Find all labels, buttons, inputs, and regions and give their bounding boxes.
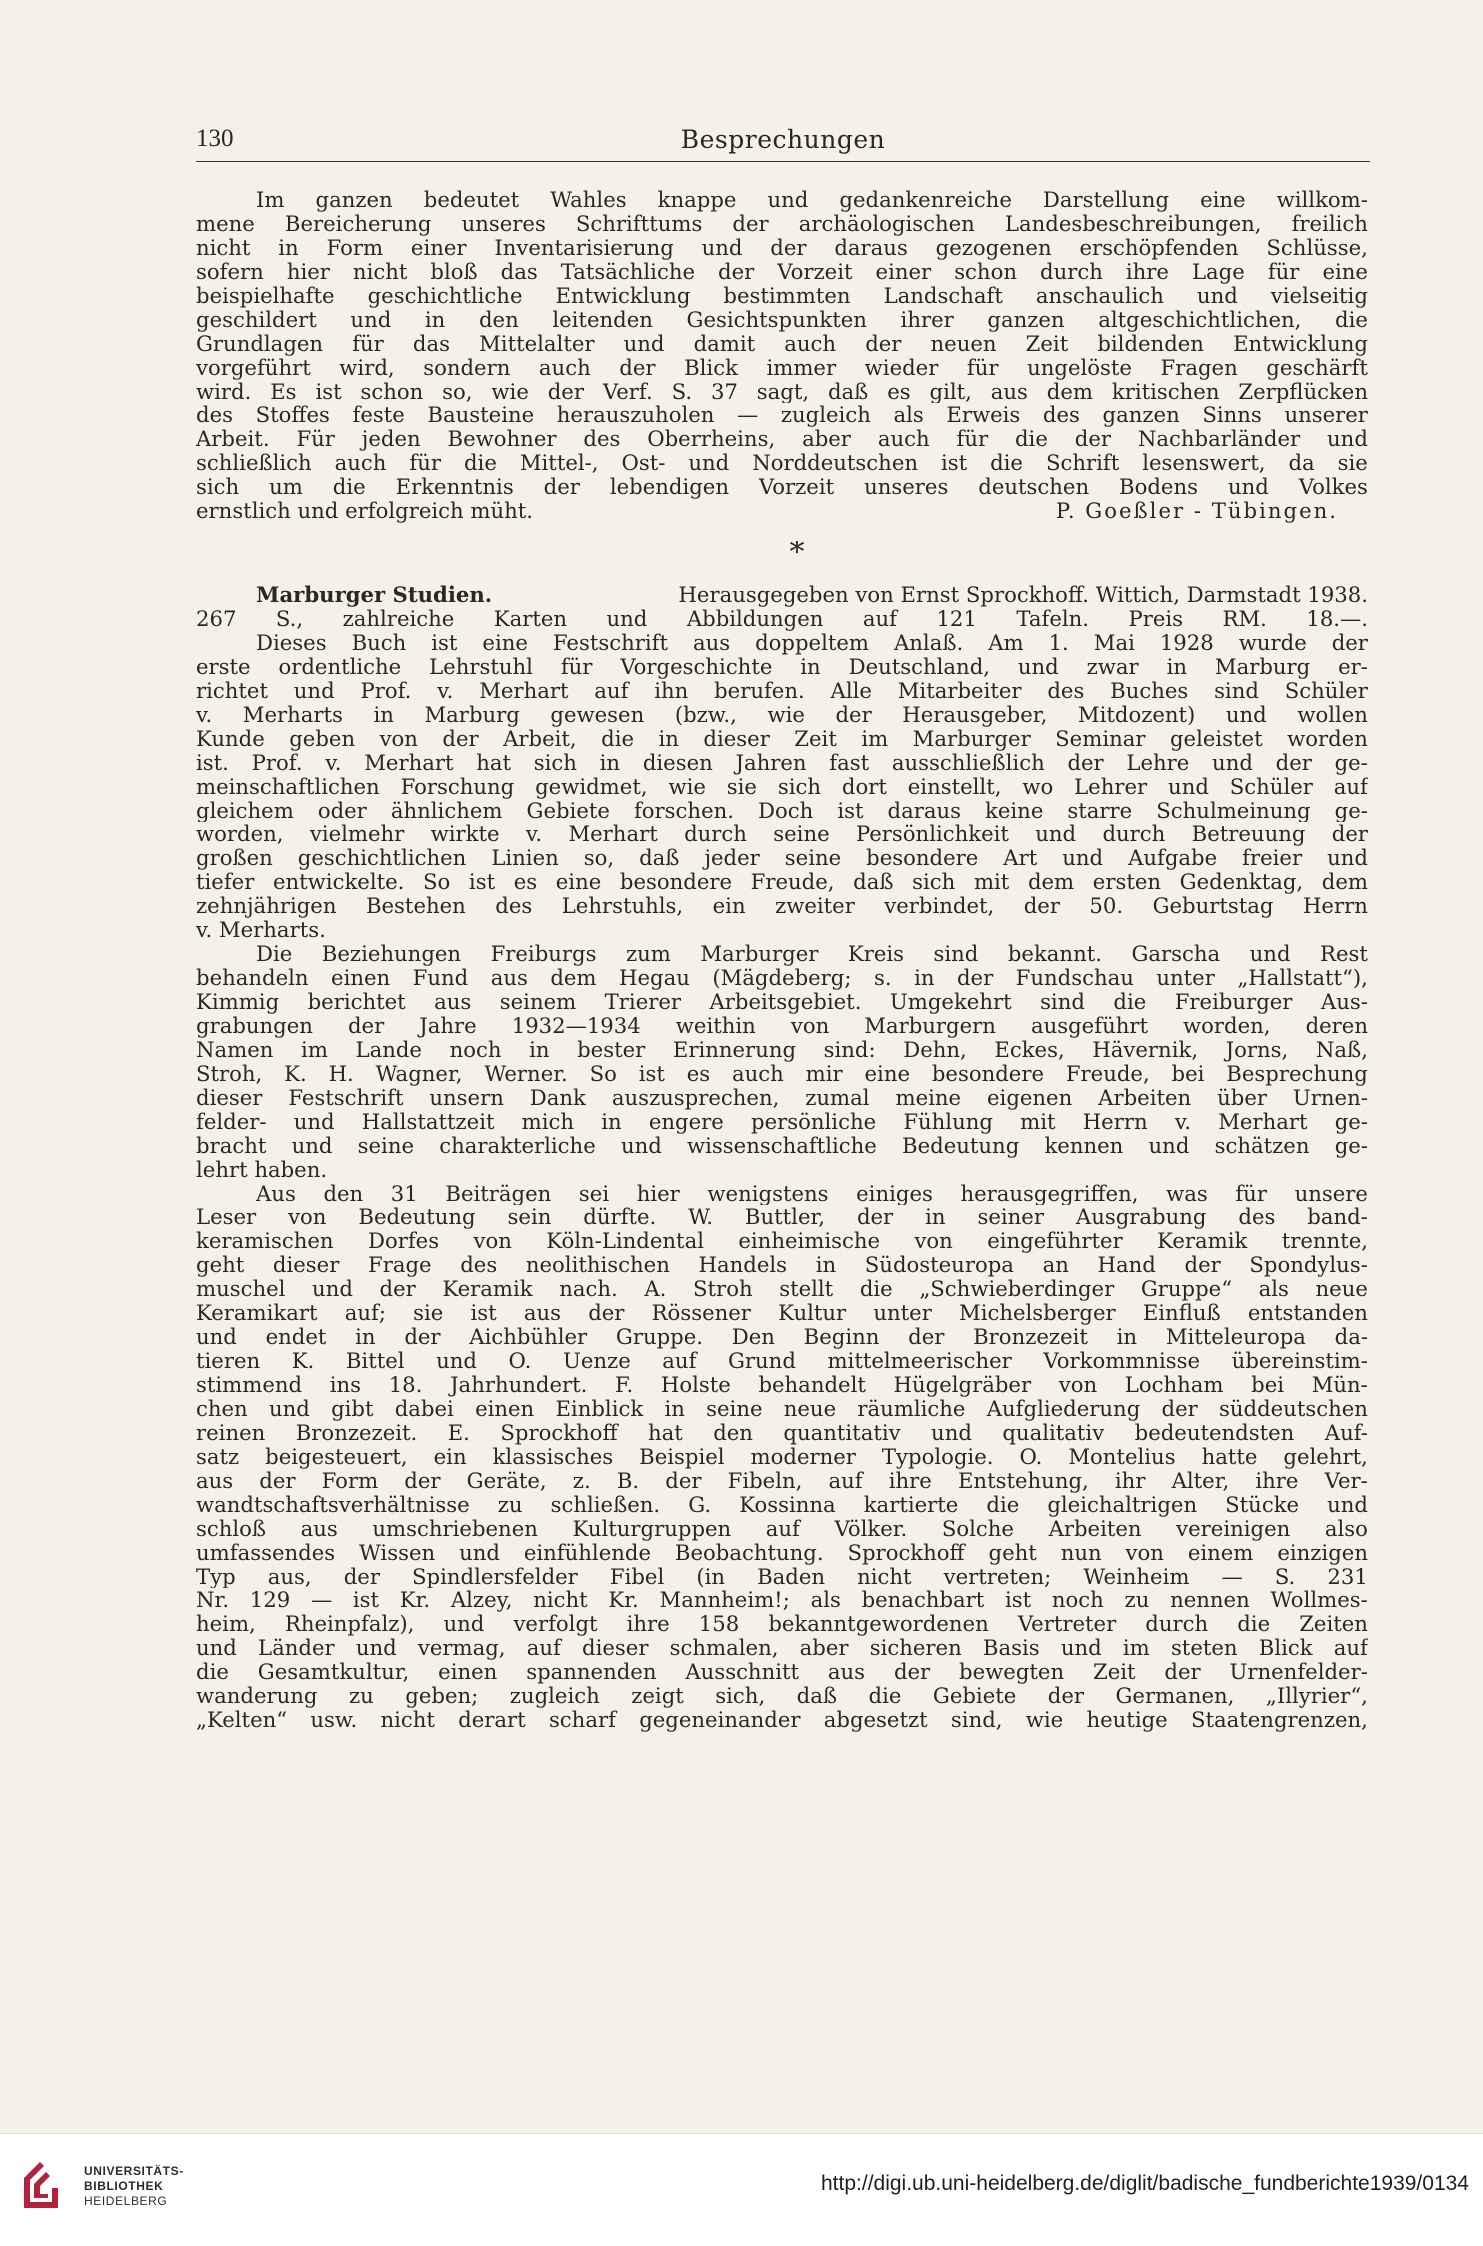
- text-line: Die Beziehungen Freiburgs zum Marburger Kreis sind bekannt. Garscha und Rest: [256, 942, 1368, 967]
- page-number: 130: [196, 125, 234, 152]
- text-line: grabungen der Jahre 1932—1934 weithin von Marburgern ausgeführt worden, deren: [196, 1013, 1368, 1038]
- text-line: die Gesamtkultur, einen spannenden Ausschnitt aus der bewegten Zeit der Urnenfelder-: [196, 1660, 1368, 1685]
- text-line: nicht in Form einer Inventarisierung und der daraus gezogenen erschöpfenden Schlüsse,: [196, 235, 1368, 260]
- text-line: tieren K. Bittel und O. Uenze auf Grund mittelmeerischer Vorkommnisse übereinstim-: [196, 1349, 1368, 1373]
- text-line: v. Merharts in Marburg gewesen (bzw., wie der Herausgeber, Mitdozent) und wollen: [196, 702, 1368, 727]
- text-line: reinen Bronzezeit. E. Sprockhoff hat den quantitativ und qualitativ bedeutendsten Auf-: [196, 1420, 1368, 1445]
- text-line: wanderung zu geben; zugleich zeigt sich, daß die Gebiete der Germanen, „Illyrier“,: [196, 1684, 1368, 1709]
- text-line: geht dieser Frage des neolithischen Handels in Südosteuropa an Hand der Spondylus-: [196, 1253, 1368, 1278]
- text-line: vorgeführt wird, sondern auch der Blick immer wieder für ungelöste Fragen geschärft: [196, 355, 1368, 380]
- section-separator: *: [789, 541, 805, 566]
- library-name-line: HEIDELBERG: [84, 2194, 168, 2208]
- text-line: tiefer entwickelte. So ist es eine besondere Freude, daß sich mit dem ersten Gedenktag, dem: [196, 870, 1368, 895]
- text-line: umfassendes Wissen und einfühlende Beobachtung. Sprockhoff geht nun von einem einzigen: [196, 1540, 1368, 1565]
- footer-bar: [0, 2133, 1483, 2246]
- text-line: stimmend ins 18. Jahrhundert. F. Holste behandelt Hügelgräber von Lochham bei Mün-: [196, 1373, 1368, 1397]
- text-line: und Länder und vermag, auf dieser schmalen, aber sicheren Basis und im steten Blick auf: [196, 1636, 1368, 1661]
- library-name-line: BIBLIOTHEK: [84, 2179, 164, 2193]
- ub-heidelberg-logo-icon[interactable]: [20, 2158, 62, 2212]
- text-line: [196, 499, 1368, 523]
- text-line: Kimmig berichtet aus seinem Trierer Arbeitsgebiet. Umgekehrt sind die Freiburger Aus-: [196, 990, 1368, 1014]
- text-line: gleichem oder ähnlichem Gebiete forschen. Doch ist daraus keine starre Schulmeinung ge-: [196, 798, 1368, 823]
- text-line: aus der Form der Geräte, z. B. der Fibeln, auf ihre Entstehung, ihr Alter, ihre Ver-: [196, 1468, 1368, 1493]
- text-line: mene Bereicherung unseres Schrifttums der archäologischen Landesbeschreibungen, freilich: [196, 211, 1368, 236]
- text-line: keramischen Dorfes von Köln-Lindental einheimische von eingeführter Keramik trennte,: [196, 1229, 1368, 1254]
- text-line: chen und gibt dabei einen Einblick in seine neue räumliche Aufgliederung der süddeutschen: [196, 1396, 1368, 1421]
- text-line: 267 S., zahlreiche Karten und Abbildungen auf 121 Tafeln. Preis RM. 18.—.: [196, 607, 1368, 631]
- text-line: Grundlagen für das Mittelalter und damit auch der neuen Zeit bildenden Entwicklung: [196, 331, 1368, 356]
- paragraph-last-line: ernstlich und erfolgreich müht.: [196, 499, 534, 524]
- paragraph-last-line: v. Merharts.: [196, 918, 326, 943]
- text-line: heim, Rheinpfalz), und verfolgt ihre 158 bekanntgewordenen Vertreter durch die Zeiten: [196, 1612, 1368, 1637]
- text-line: sich um die Erkenntnis der lebendigen Vorzeit unseres deutschen Bodens und Volkes: [196, 475, 1368, 500]
- text-line: sofern hier nicht bloß das Tatsächliche der Vorzeit einer schon durch ihre Lage für eine: [196, 259, 1368, 284]
- text-line: „Kelten“ usw. nicht derart scharf gegeneinander abgesetzt sind, wie heutige Staatengrenzen,: [196, 1708, 1368, 1733]
- text-line: Arbeit. Für jeden Bewohner des Oberrheins, aber auch für die der Nachbarländer und: [196, 427, 1368, 452]
- text-line: Leser von Bedeutung sein dürfte. W. Buttler, der in seiner Ausgrabung des band-: [196, 1205, 1368, 1230]
- text-line: geschildert und in den leitenden Gesichtspunkten ihrer ganzen altgeschichtlichen, die: [196, 307, 1368, 332]
- text-line: muschel und der Keramik nach. A. Stroh stellt die „Schwieberdinger Gruppe“ als neue: [196, 1277, 1368, 1302]
- reviewer-signature: P. Goeßler - Tübingen.: [1055, 499, 1338, 524]
- source-url[interactable]: http://digi.ub.uni-heidelberg.de/diglit/badische_fundberichte1939/0134: [821, 2172, 1469, 2195]
- text-line: worden, vielmehr wirkte v. Merhart durch seine Persönlichkeit und durch Betreuung der: [196, 822, 1368, 847]
- text-line: felder- und Hallstattzeit mich in engere persönliche Fühlung mit Herrn v. Merhart ge-: [196, 1109, 1368, 1134]
- text-line: Nr. 129 — ist Kr. Alzey, nicht Kr. Mannheim!; als benachbart ist noch zu nennen Wollmes-: [196, 1588, 1368, 1613]
- text-line: Keramikart auf; sie ist aus der Rössener Kultur unter Michelsberger Einfluß entstanden: [196, 1301, 1368, 1326]
- text-line: [196, 583, 1368, 607]
- text-line: richtet und Prof. v. Merhart auf ihn berufen. Alle Mitarbeiter des Buches sind Schüler: [196, 678, 1368, 703]
- text-line: beispielhafte geschichtliche Entwicklung bestimmten Landschaft anschaulich und vielseitig: [196, 283, 1368, 308]
- text-line: Stroh, K. H. Wagner, Werner. So ist es auch mir eine besondere Freude, bei Besprechung: [196, 1061, 1368, 1086]
- text-line: erste ordentliche Lehrstuhl für Vorgeschichte in Deutschland, und zwar in Marburg er-: [196, 654, 1368, 679]
- text-line: Im ganzen bedeutet Wahles knappe und gedankenreiche Darstellung eine willkom-: [256, 188, 1368, 212]
- text-line: zehnjährigen Bestehen des Lehrstuhls, ein zweiter verbindet, der 50. Geburtstag Herrn: [196, 894, 1368, 919]
- text-line: wandtschaftsverhältnisse zu schließen. G. Kossinna kartierte die gleichaltrigen Stücke und: [196, 1492, 1368, 1517]
- text-line: großen geschichtlichen Linien so, daß jeder seine besondere Art und Aufgabe freier und: [196, 846, 1368, 871]
- text-line: bracht und seine charakterliche und wissenschaftliche Bedeutung kennen und schätzen ge-: [196, 1133, 1368, 1158]
- text-line: satz beigesteuert, ein klassisches Beispiel moderner Typologie. O. Montelius hatte gelehrt,: [196, 1444, 1368, 1469]
- text-line: Dieses Buch ist eine Festschrift aus doppeltem Anlaß. Am 1. Mai 1928 wurde der: [256, 630, 1368, 655]
- text-line: meinschaftlichen Forschung gewidmet, wie sie sich dort einstellt, wo Lehrer und Schüler auf: [196, 774, 1368, 799]
- text-line: Aus den 31 Beiträgen sei hier wenigstens einiges herausgegriffen, was für unsere: [256, 1181, 1368, 1206]
- review-publication-info: Herausgegeben von Ernst Sprockhoff. Wittich, Darmstadt 1938.: [678, 583, 1368, 607]
- text-line: behandeln einen Fund aus dem Hegau (Mägdeberg; s. in der Fundschau unter „Hallstatt“),: [196, 966, 1368, 990]
- text-line: dieser Festschrift unsern Dank auszusprechen, zumal meine eigenen Arbeiten über Urnen-: [196, 1085, 1368, 1110]
- paragraph-last-line: lehrt haben.: [196, 1157, 328, 1182]
- library-name: [84, 2164, 184, 2209]
- review-title: Marburger Studien.: [256, 583, 493, 607]
- library-name-line: UNIVERSITÄTS-: [84, 2164, 184, 2178]
- text-line: schloß aus umschriebenen Kulturgruppen auf Völker. Solche Arbeiten vereinigen also: [196, 1516, 1368, 1541]
- text-line: schließlich auch für die Mittel-, Ost- und Norddeutschen ist die Schrift lesenswert, da sie: [196, 451, 1368, 476]
- page-header: [196, 125, 1370, 162]
- text-line: ist. Prof. v. Merhart hat sich in diesen Jahren fast ausschließlich der Lehre und der ge-: [196, 750, 1368, 775]
- text-line: Kunde geben von der Arbeit, die in dieser Zeit im Marburger Seminar geleistet worden: [196, 726, 1368, 751]
- text-line: Typ aus, der Spindlersfelder Fibel (in Baden nicht vertreten; Weinheim — S. 231: [196, 1564, 1368, 1589]
- text-line: Namen im Lande noch in bester Erinnerung sind: Dehn, Eckes, Hävernik, Jorns, Naß,: [196, 1037, 1368, 1062]
- text-line: des Stoffes feste Bausteine herauszuholen — zugleich als Erweis des ganzen Sinns unserer: [196, 403, 1368, 428]
- text-line: wird. Es ist schon so, wie der Verf. S. 37 sagt, daß es gilt, aus dem kritischen Zerpflücken: [196, 379, 1368, 404]
- text-line: und endet in der Aichbühler Gruppe. Den Beginn der Bronzezeit in Mitteleuropa da-: [196, 1325, 1368, 1350]
- running-head: Besprechungen: [680, 125, 886, 154]
- body-text: [196, 188, 1368, 1732]
